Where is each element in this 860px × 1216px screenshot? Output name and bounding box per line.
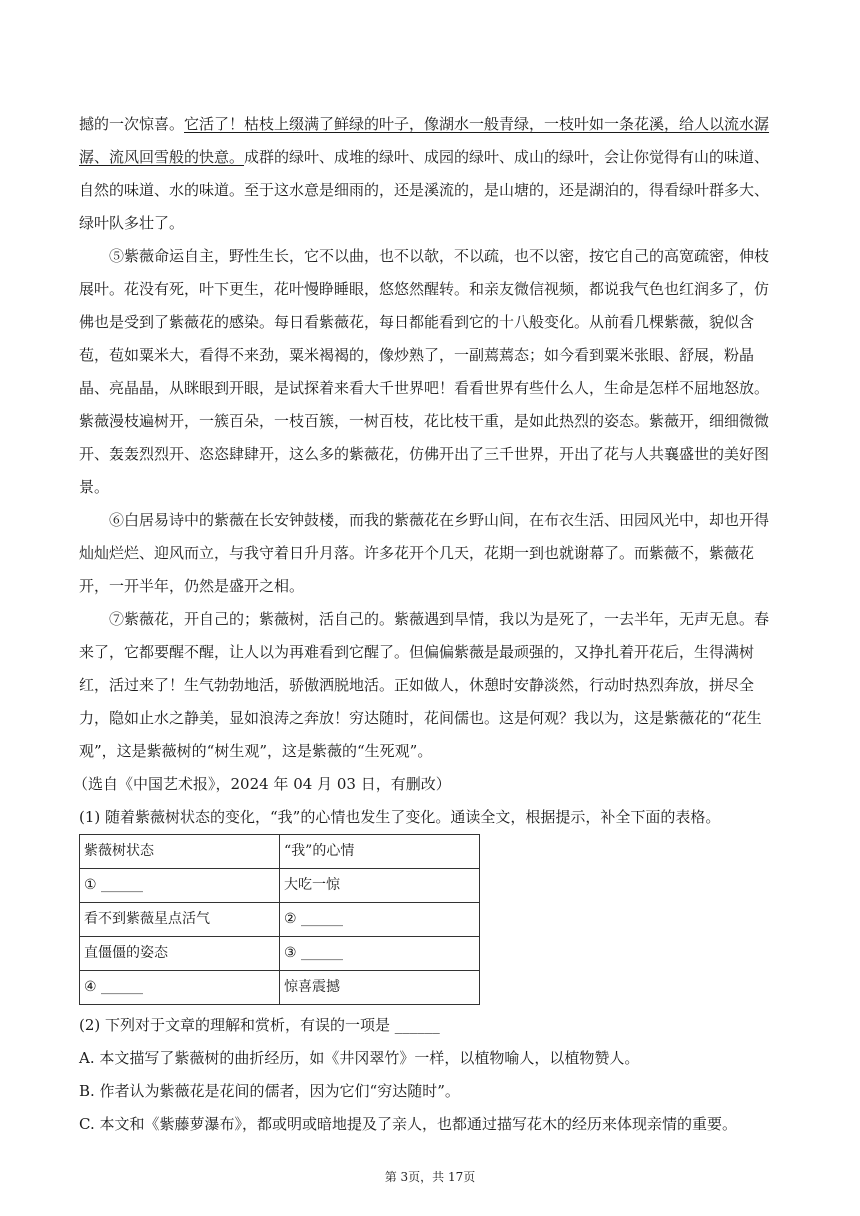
paragraph-text: 成群的绿叶、成堆的绿叶、成园的绿叶、成山的绿叶，会让你觉得有山的味道、自然的味道、水的味道。至于这水意是细雨的，还是溪流的，是山塘的，还是湖泊的，得看绿叶群多大、绿叶队多壮了。 xyxy=(79,148,770,232)
option-b: B. 作者认为紫薇花是花间的儒者，因为它们“穷达随时”。 xyxy=(79,1082,460,1100)
table-cell: ④ ______ xyxy=(80,971,280,1005)
question-1-prompt: (1) 随着紫薇树状态的变化，“我”的心情也发生了变化。通读全文，根据提示，补全下面的表格。 xyxy=(79,808,721,826)
table-row xyxy=(80,971,480,1005)
underlined-sentence: 它活了！枯枝上缀满了鲜绿的叶子，像湖水一般青绿，一枝叶如一条花溪，给人以流水潺潺、流风回雪般的快意。 xyxy=(79,115,770,166)
paragraph-7: ⑦紫薇花，开自己的；紫薇树，活自己的。紫薇遇到旱情，我以为是死了，一去半年，无声无息。春来了，它都要醒不醒，让人以为再难看到它醒了。但偏偏紫薇是最顽强的，又挣扎着开花后，生得满树红，活过来了！生气勃勃地活，骄傲洒脱地活。正如做人，休憩时安静淡然，行动时热烈奔放，拼尽全力，隐如止水之静美，显如浪涛之奔放！穷达随时，花间儒也。这是何观？我以为，这是紫薇花的“花生观”，这是紫薇树的“树生观”，这是紫薇的“生死观”。 xyxy=(79,610,770,760)
table-header-cell: “我”的心情 xyxy=(280,835,480,869)
paragraph-4-continued xyxy=(79,108,783,240)
paragraph-text: 撼的一次惊喜。 xyxy=(79,115,185,133)
table-cell: ② ______ xyxy=(280,903,480,937)
mood-table xyxy=(79,834,480,1005)
table-cell: 大吃一惊 xyxy=(280,869,480,903)
table-cell: ① ______ xyxy=(80,869,280,903)
paragraph-5: ⑤紫薇命运自主，野性生长，它不以曲，也不以欹，不以疏，也不以密，按它自己的高宽疏密，伸枝展叶。花没有死，叶下更生，花叶慢睁睡眼，悠悠然醒转。和亲友微信视频，都说我气色也红润多了，仿佛也是受到了紫薇花的感染。每日看紫薇花，每日都能看到它的十八般变化。从前看几棵紫薇，貌似含苞，苞如粟米大，看得不来劲，粟米褐褐的，像炒熟了，一副蔫蔫态；如今看到粟米张眼、舒展，粉晶晶、亮晶晶，从眯眼到开眼，是试探着来看大千世界吧！看看世界有些什么人，生命是怎样不屈地怒放。紫薇漫枝遍树开，一簇百朵，一枝百簇，一树百枝，花比枝干重，是如此热烈的姿态。紫薇开，细细微微开、轰轰烈烈开、恣恣肆肆开，这么多的紫薇花，仿佛开出了三千世界，开出了花与人共襄盛世的美好图景。 xyxy=(79,247,770,496)
table-header-cell: 紫薇树状态 xyxy=(80,835,280,869)
option-c: C. 本文和《紫藤萝瀑布》，都或明或暗地提及了亲人，也都通过描写花木的经历来体现亲情的重要。 xyxy=(79,1115,737,1133)
source-citation: （选自《中国艺术报》，2024 年 04 月 03 日，有删改） xyxy=(73,775,451,793)
question-2-prompt: (2) 下列对于文章的理解和赏析，有误的一项是 ______ xyxy=(79,1016,440,1034)
table-row xyxy=(80,835,480,869)
table-cell: 惊喜震撼 xyxy=(280,971,480,1005)
table-cell: 直僵僵的姿态 xyxy=(80,937,280,971)
table-cell: ③ ______ xyxy=(280,937,480,971)
page-content xyxy=(73,108,783,1141)
table-row xyxy=(80,869,480,903)
page-footer: 第 3页，共 17页 xyxy=(384,1170,476,1184)
table-row xyxy=(80,937,480,971)
table-cell: 看不到紫薇星点活气 xyxy=(80,903,280,937)
option-a: A. 本文描写了紫薇树的曲折经历，如《井冈翠竹》一样，以植物喻人，以植物赞人。 xyxy=(79,1049,640,1067)
table-row xyxy=(80,903,480,937)
paragraph-6: ⑥白居易诗中的紫薇在长安钟鼓楼，而我的紫薇花在乡野山间，在布衣生活、田园风光中，却也开得灿灿烂烂、迎风而立，与我守着日升月落。许多花开个几天，花期一到也就谢幕了。而紫薇不，紫薇花开，一开半年，仍然是盛开之相。 xyxy=(79,511,770,595)
